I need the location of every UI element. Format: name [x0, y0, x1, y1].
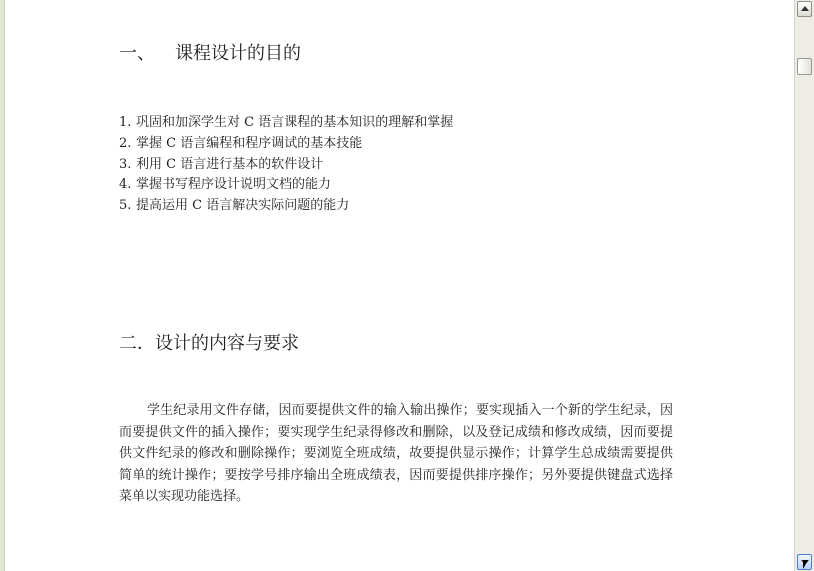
vertical-scrollbar[interactable]	[794, 0, 814, 571]
scroll-up-button[interactable]	[797, 1, 812, 17]
section-1-title: 课程设计的目的	[175, 43, 301, 64]
section-2-heading	[119, 333, 299, 355]
list-item-index: 4.	[119, 177, 132, 193]
mouse-cursor-icon	[803, 560, 808, 569]
list-item-index: 2.	[119, 135, 132, 151]
list-item-text: 掌握书写程序设计说明文档的能力	[136, 177, 332, 193]
design-requirements-paragraph: 学生纪录用文件存储，因而要提供文件的输入输出操作；要实现插入一个新的学生纪录，因而要提供文件的插入操作；要实现学生纪录得修改和删除，以及登记成绩和修改成绩，因而要提供文件纪录的修改和删除操作；要浏览全班成绩，故要提供显示操作；计算学生总成绩需要提供简单的统计操作；要按学号排序输出全班成绩表，因而要提供排序操作；另外要提供键盘式选择菜单以实现功能选择。	[119, 403, 673, 504]
list-item	[119, 134, 453, 155]
scrollbar-track[interactable]	[795, 18, 814, 553]
list-item-index: 1.	[119, 115, 132, 130]
objectives-list	[119, 113, 453, 217]
section-1-heading	[119, 43, 301, 65]
list-item	[119, 196, 453, 217]
list-item-index: 3.	[119, 156, 132, 172]
list-item-text: 提高运用 C 语言解决实际问题的能力	[136, 198, 350, 214]
list-item	[119, 155, 453, 176]
section-1-number: 一、	[119, 43, 155, 64]
list-item	[119, 113, 453, 134]
scrollbar-thumb[interactable]	[797, 58, 812, 75]
list-item-text: 利用 C 语言进行基本的软件设计	[136, 156, 324, 172]
list-item-text: 掌握 C 语言编程和程序调试的基本技能	[136, 135, 363, 151]
list-item-index: 5.	[119, 198, 132, 214]
arrow-up-icon	[801, 6, 809, 11]
list-item	[119, 175, 453, 196]
section-2-title: 二．设计的内容与要求	[119, 333, 299, 354]
list-item-text: 巩固和加深学生对 C 语言课程的基本知识的理解和掌握	[136, 115, 454, 130]
